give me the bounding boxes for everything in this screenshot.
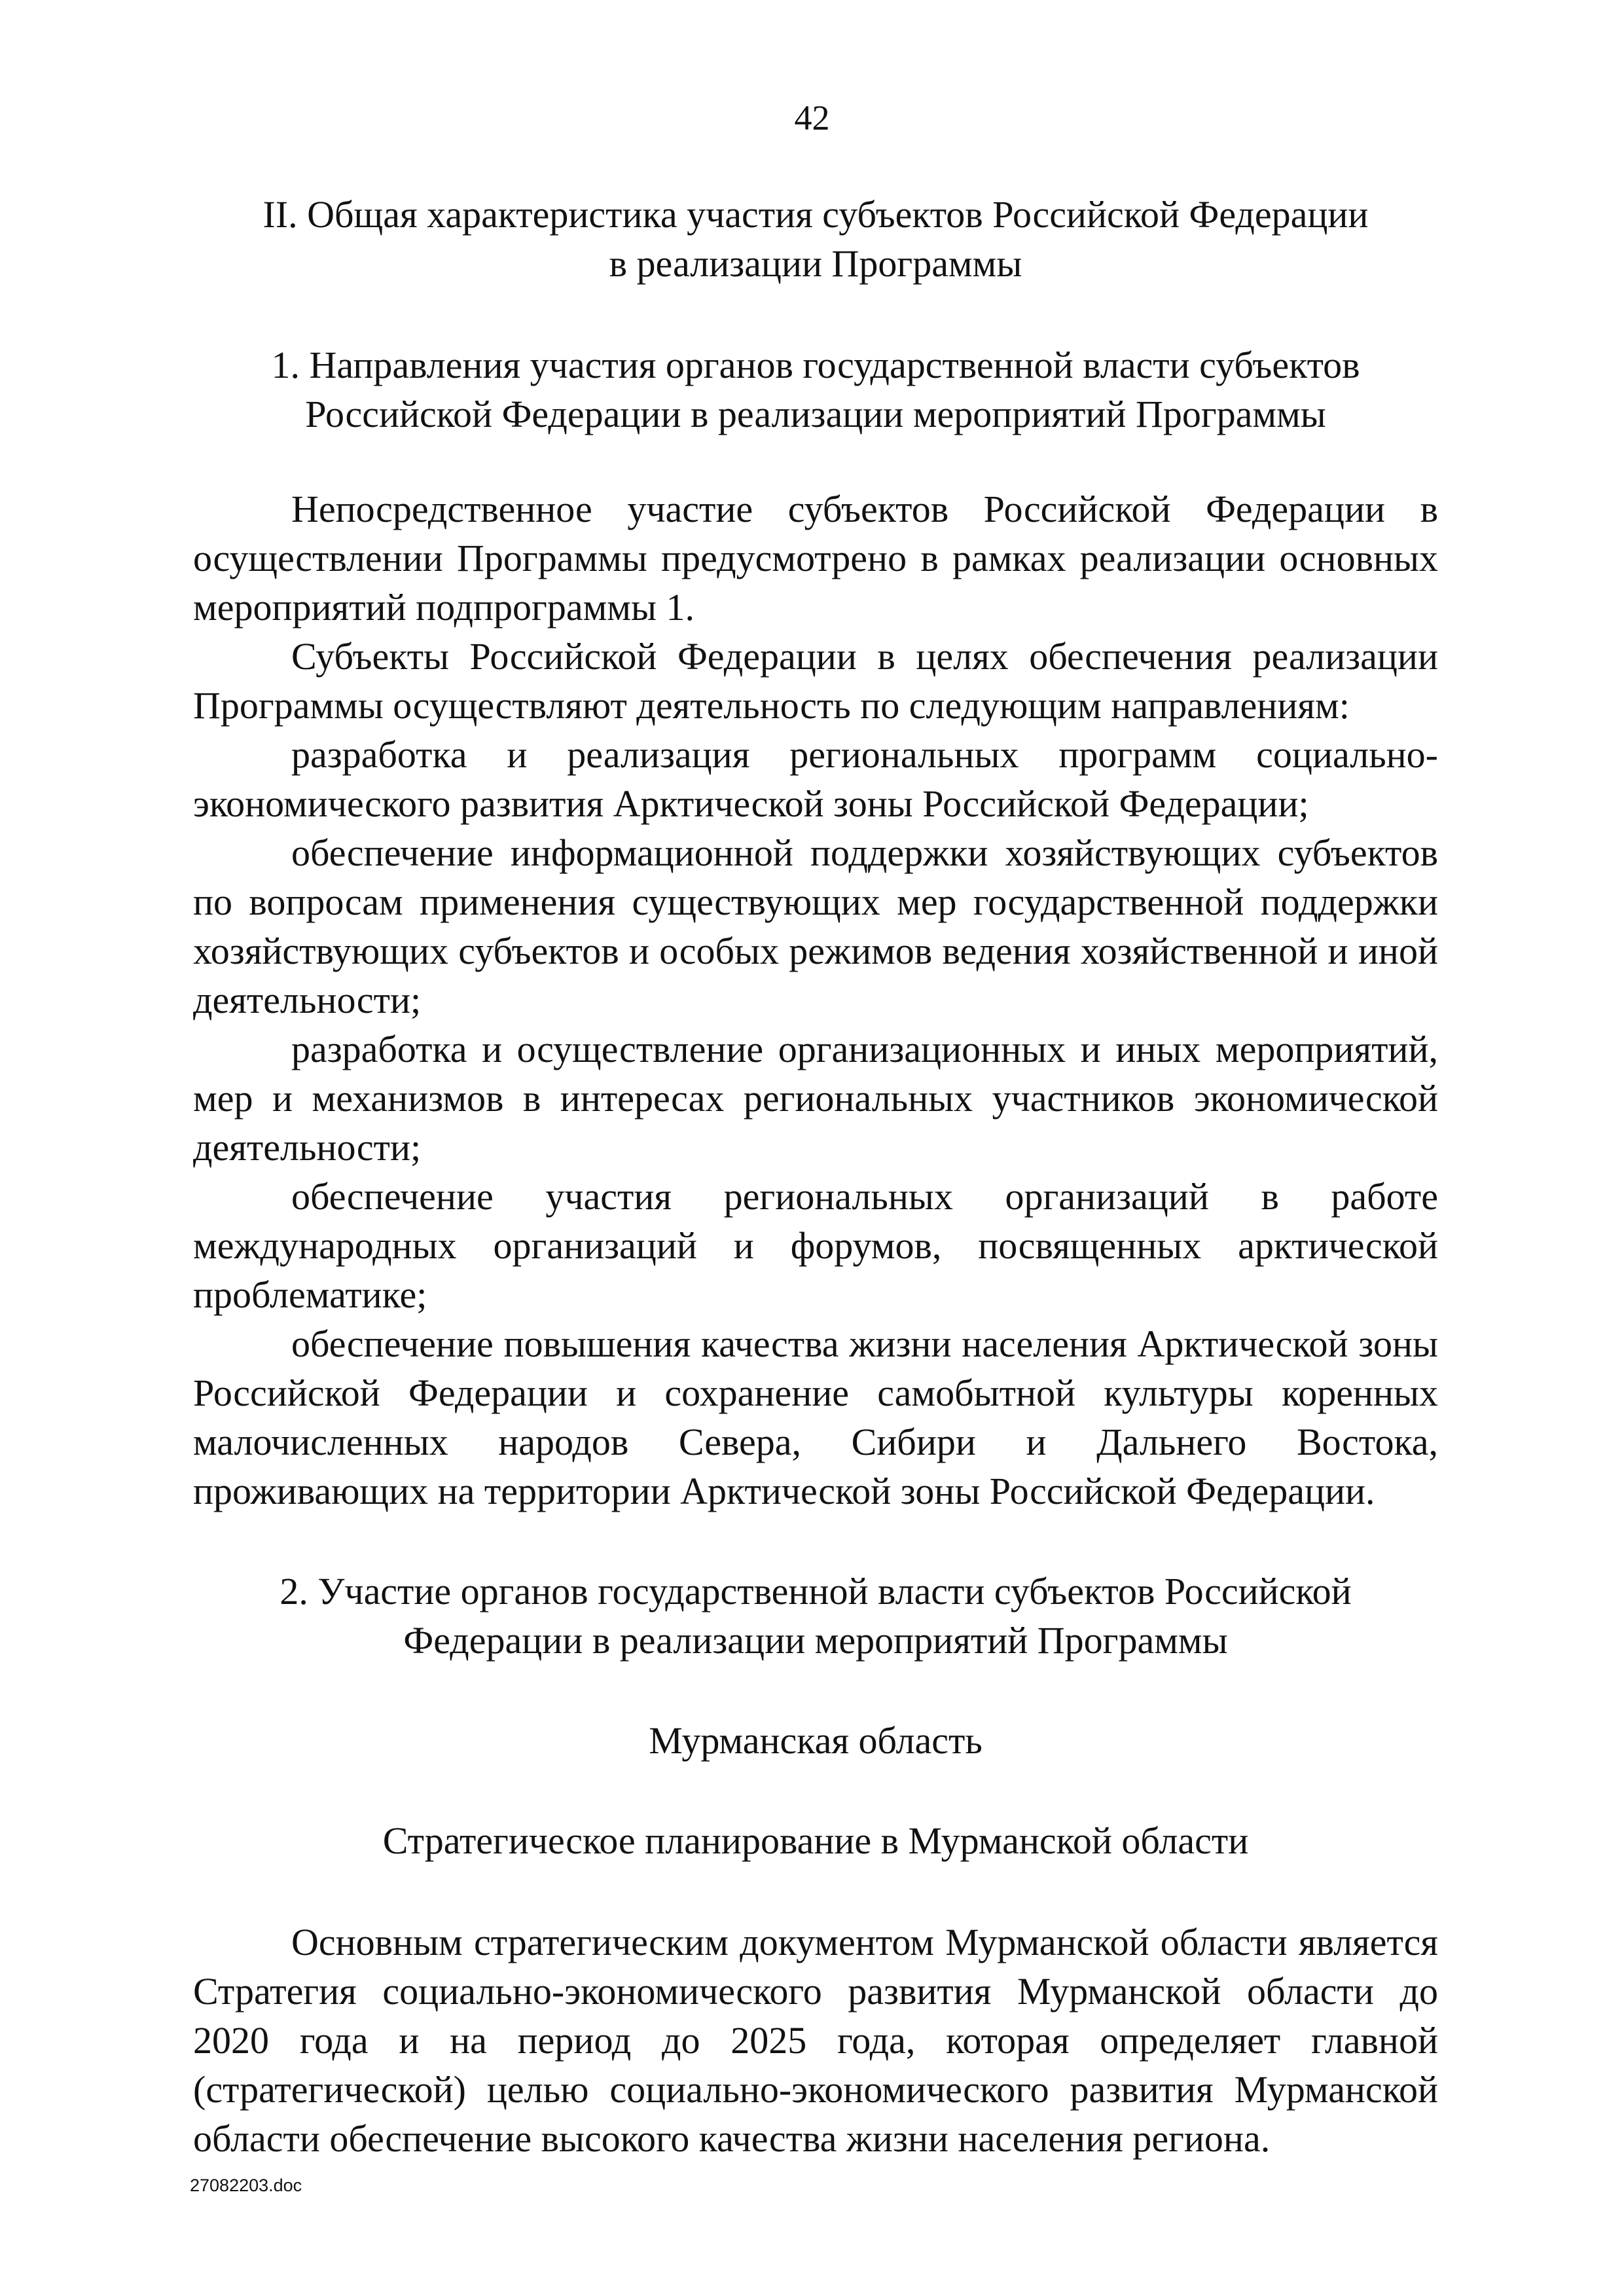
section-heading-line-2: в реализации Программы: [609, 242, 1022, 285]
region-heading: Мурманская область: [649, 1719, 983, 1762]
list-item: обеспечение повышения качества жизни населения Арктической зоны Российской Федерации и сохранение самобытной культуры коренных малочисленных народов Севера, Сибири и Дальнего Востока, проживающих на территории Арктической зоны Российской Федерации.: [193, 1322, 1438, 1512]
section-heading-line-1: II. Общая характеристика участия субъектов Российской Федерации: [262, 193, 1369, 236]
list-item: разработка и реализация региональных программ социально-экономического развития Арктической зоны Российской Федерации;: [193, 733, 1438, 825]
subsection-heading-1: [193, 340, 1438, 439]
subsection-heading-2-line-1: 2. Участие органов государственной власти субъектов Российской: [280, 1570, 1352, 1613]
subsection-heading-2: [193, 1567, 1438, 1665]
topic-heading: Стратегическое планирование в Мурманской области: [382, 1819, 1249, 1862]
document-body: [193, 190, 1438, 2163]
subsection-heading-2-line-2: Федерации в реализации мероприятий Программы: [403, 1619, 1228, 1662]
paragraph: Субъекты Российской Федерации в целях обеспечения реализации Программы осуществляют деятельность по следующим направлениям:: [193, 635, 1438, 727]
section-heading: [193, 190, 1438, 288]
paragraph: Непосредственное участие субъектов Российской Федерации в осуществлении Программы предусмотрено в рамках реализации основных мероприятий подпрограммы 1.: [193, 488, 1438, 629]
paragraph: Основным стратегическим документом Мурманской области является Стратегия социально-экономического развития Мурманской области до 2020 года и на период до 2025 года, которая определяет главной (стратегической) целью социально-экономического развития Мурманской области обеспечение высокого качества жизни населения региона.: [193, 1921, 1438, 2160]
list-item: обеспечение информационной поддержки хозяйствующих субъектов по вопросам применения существующих мер государственной поддержки хозяйствующих субъектов и особых режимов ведения хозяйственной и иной деятельности;: [193, 831, 1438, 1021]
page-number: 42: [794, 98, 830, 137]
footer-document-code: 27082203.doc: [190, 2176, 302, 2195]
subsection-heading-1-line-1: 1. Направления участия органов государственной власти субъектов: [271, 344, 1360, 386]
list-item: обеспечение участия региональных организаций в работе международных организаций и форумов, посвященных арктической проблематике;: [193, 1175, 1438, 1316]
subsection-heading-1-line-2: Российской Федерации в реализации мероприятий Программы: [305, 393, 1326, 435]
list-item: разработка и осуществление организационных и иных мероприятий, мер и механизмов в интересах региональных участников экономической деятельности;: [193, 1028, 1438, 1169]
